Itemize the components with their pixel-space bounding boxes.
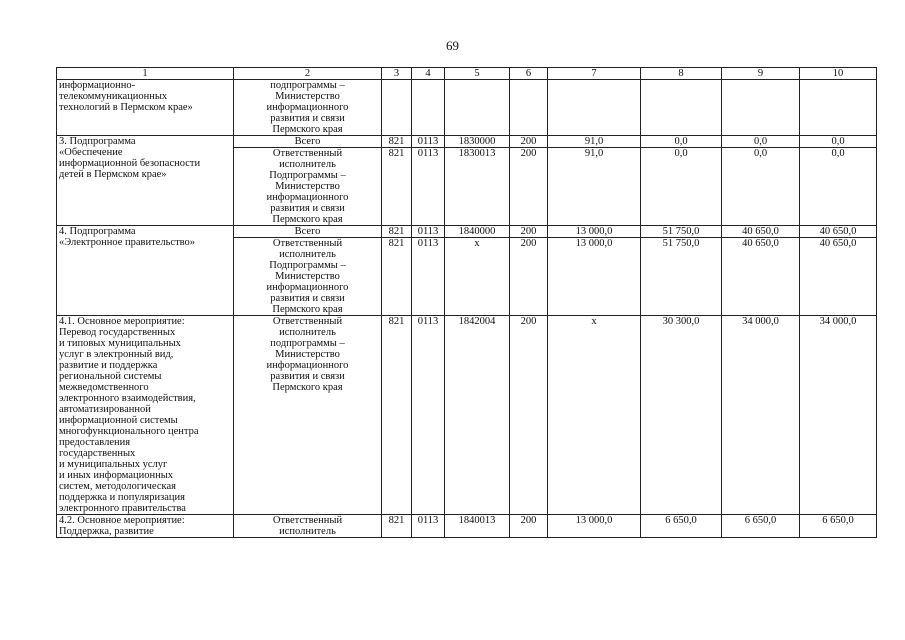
amount-cell: 0,0	[800, 148, 877, 226]
target-article-cell: x	[445, 238, 510, 316]
section-code-cell: 0113	[412, 148, 445, 226]
amount-cell	[548, 80, 641, 136]
expense-type-cell: 200	[510, 226, 548, 238]
program-name-cell: 3. Подпрограмма «Обеспечение информационной безопасности детей в Пермском крае»	[57, 136, 234, 226]
expense-type-cell: 200	[510, 515, 548, 538]
amount-cell	[800, 80, 877, 136]
amount-cell: 0,0	[722, 136, 800, 148]
amount-cell: 6 650,0	[800, 515, 877, 538]
column-number: 3	[382, 68, 412, 80]
table-row	[57, 80, 877, 136]
target-article-cell: 1840000	[445, 226, 510, 238]
expense-type-cell	[510, 80, 548, 136]
grbs-code-cell: 821	[382, 226, 412, 238]
amount-cell: 91,0	[548, 136, 641, 148]
target-article-cell: 1830000	[445, 136, 510, 148]
target-article-cell	[445, 80, 510, 136]
column-number-row	[57, 68, 877, 80]
program-name-cell: 4.2. Основное мероприятие: Поддержка, развитие	[57, 515, 234, 538]
executor-cell: Всего	[234, 226, 382, 238]
column-number: 4	[412, 68, 445, 80]
section-code-cell: 0113	[412, 515, 445, 538]
amount-cell: 13 000,0	[548, 226, 641, 238]
section-code-cell	[412, 80, 445, 136]
section-code-cell: 0113	[412, 226, 445, 238]
target-article-cell: 1840013	[445, 515, 510, 538]
amount-cell: x	[548, 316, 641, 515]
expense-type-cell: 200	[510, 316, 548, 515]
grbs-code-cell: 821	[382, 136, 412, 148]
grbs-code-cell	[382, 80, 412, 136]
column-number: 9	[722, 68, 800, 80]
amount-cell: 0,0	[722, 148, 800, 226]
target-article-cell: 1830013	[445, 148, 510, 226]
grbs-code-cell: 821	[382, 515, 412, 538]
executor-cell: Всего	[234, 136, 382, 148]
page-number: 69	[446, 38, 459, 53]
column-number: 1	[57, 68, 234, 80]
executor-cell: Ответственный исполнитель подпрограммы – Министерство информационного развития и связи Пермского края	[234, 316, 382, 515]
column-number: 5	[445, 68, 510, 80]
section-code-cell: 0113	[412, 136, 445, 148]
amount-cell: 6 650,0	[641, 515, 722, 538]
amount-cell: 13 000,0	[548, 515, 641, 538]
amount-cell: 40 650,0	[722, 226, 800, 238]
executor-cell: Ответственный исполнитель Подпрограммы – Министерство информационного развития и связи Пермского края	[234, 238, 382, 316]
amount-cell: 6 650,0	[722, 515, 800, 538]
column-number: 10	[800, 68, 877, 80]
table-row	[57, 316, 877, 515]
amount-cell: 34 000,0	[722, 316, 800, 515]
amount-cell: 0,0	[641, 136, 722, 148]
amount-cell: 40 650,0	[800, 238, 877, 316]
column-number: 2	[234, 68, 382, 80]
amount-cell: 13 000,0	[548, 238, 641, 316]
table-row	[57, 226, 877, 238]
program-name-cell: 4. Подпрограмма «Электронное правительство»	[57, 226, 234, 316]
amount-cell: 51 750,0	[641, 238, 722, 316]
expense-type-cell: 200	[510, 148, 548, 226]
amount-cell: 91,0	[548, 148, 641, 226]
executor-cell: подпрограммы – Министерство информационного развития и связи Пермского края	[234, 80, 382, 136]
amount-cell: 40 650,0	[800, 226, 877, 238]
section-code-cell: 0113	[412, 316, 445, 515]
target-article-cell: 1842004	[445, 316, 510, 515]
table-row	[57, 515, 877, 538]
amount-cell: 0,0	[641, 148, 722, 226]
amount-cell: 34 000,0	[800, 316, 877, 515]
budget-table	[56, 67, 877, 538]
column-number: 6	[510, 68, 548, 80]
grbs-code-cell: 821	[382, 316, 412, 515]
expense-type-cell: 200	[510, 136, 548, 148]
grbs-code-cell: 821	[382, 238, 412, 316]
table-row	[57, 136, 877, 148]
grbs-code-cell: 821	[382, 148, 412, 226]
program-name-cell: 4.1. Основное мероприятие: Перевод государственных и типовых муниципальных услуг в электронный вид, развитие и поддержка региональной системы межведомственного электронного взаимодействия, автоматизированной информационной системы многофункционального центра предоставления государственных и муниципальных услуг и иных информационных систем, методологическая поддержка и популяризация электронного правительства	[57, 316, 234, 515]
expense-type-cell: 200	[510, 238, 548, 316]
amount-cell: 40 650,0	[722, 238, 800, 316]
amount-cell	[641, 80, 722, 136]
amount-cell: 0,0	[800, 136, 877, 148]
amount-cell	[722, 80, 800, 136]
column-number: 7	[548, 68, 641, 80]
program-name-cell: информационно- телекоммуникационных технологий в Пермском крае»	[57, 80, 234, 136]
executor-cell: Ответственный исполнитель Подпрограммы – Министерство информационного развития и связи Пермского края	[234, 148, 382, 226]
column-number: 8	[641, 68, 722, 80]
amount-cell: 30 300,0	[641, 316, 722, 515]
section-code-cell: 0113	[412, 238, 445, 316]
executor-cell: Ответственный исполнитель	[234, 515, 382, 538]
amount-cell: 51 750,0	[641, 226, 722, 238]
